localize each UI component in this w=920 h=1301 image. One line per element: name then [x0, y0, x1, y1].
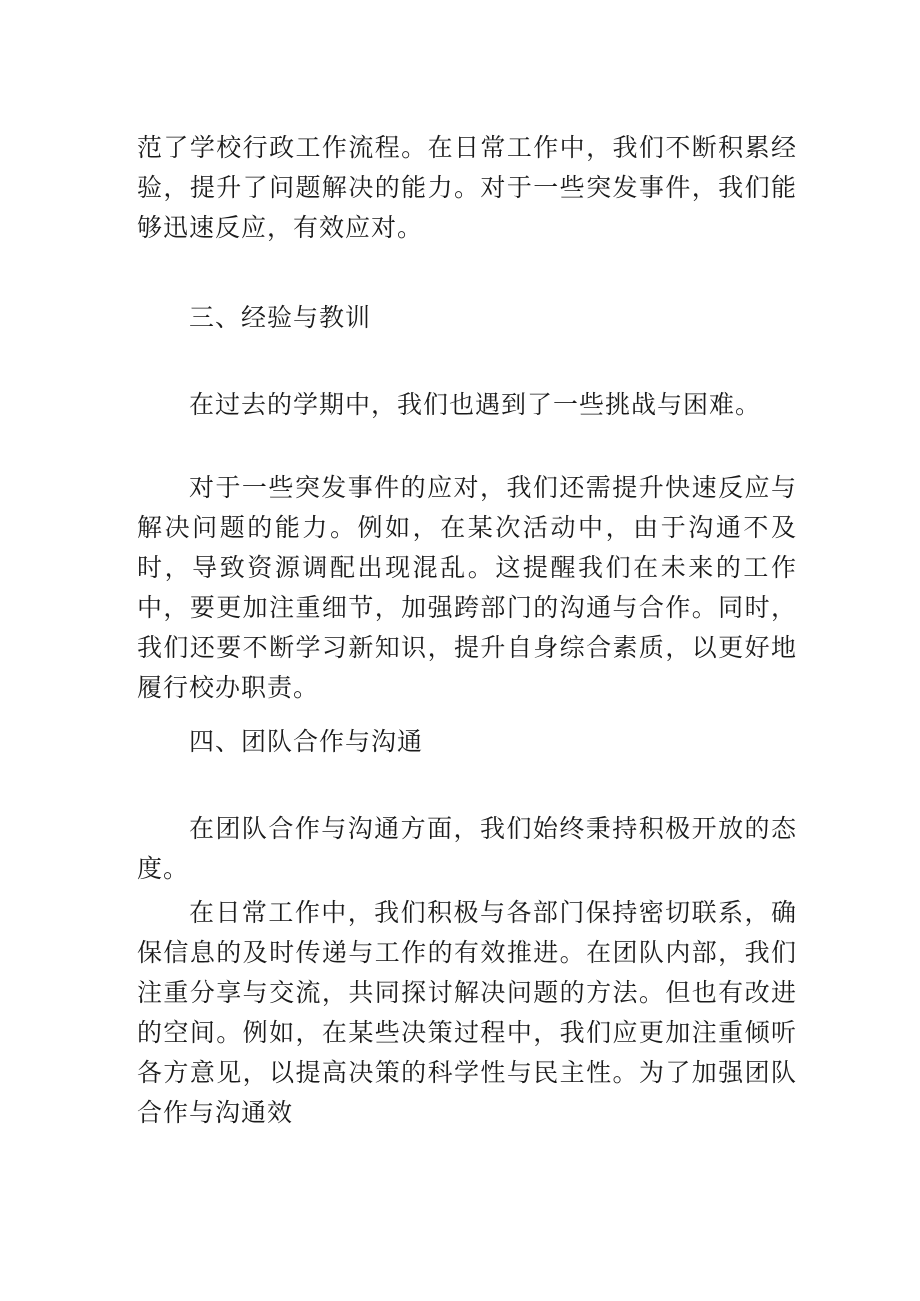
section-heading-teamwork: 四、团队合作与沟通: [189, 727, 424, 756]
paragraph-teamwork-detail: 在日常工作中，我们积极与各部门保持密切联系，确保信息的及时传递与工作的有效推进。在团队内部，我们注重分享与交流，共同探讨解决问题的方法。但也有改进的空间。例如，在某些决策过程中，我们应更加注重倾听各方意见，以提高决策的科学性与民主性。为了加强团队合作与沟通效: [137, 898, 797, 1127]
paragraph-continuation: 范了学校行政工作流程。在日常工作中，我们不断积累经验，提升了问题解决的能力。对于一些突发事件，我们能够迅速反应，有效应对。: [137, 133, 797, 242]
section-heading-lessons: 三、经验与教训: [189, 303, 372, 332]
paragraph-challenges-intro: 在过去的学期中，我们也遇到了一些挑战与困难。: [189, 390, 762, 419]
paragraph-challenges-detail: 对于一些突发事件的应对，我们还需提升快速反应与解决问题的能力。例如，在某次活动中，由于沟通不及时，导致资源调配出现混乱。这提醒我们在未来的工作中，要更加注重细节，加强跨部门的沟通与合作。同时，我们还要不断学习新知识，提升自身综合素质，以更好地履行校办职责。: [137, 473, 797, 702]
paragraph-teamwork-intro: 在团队合作与沟通方面，我们始终秉持积极开放的态度。: [137, 814, 797, 883]
